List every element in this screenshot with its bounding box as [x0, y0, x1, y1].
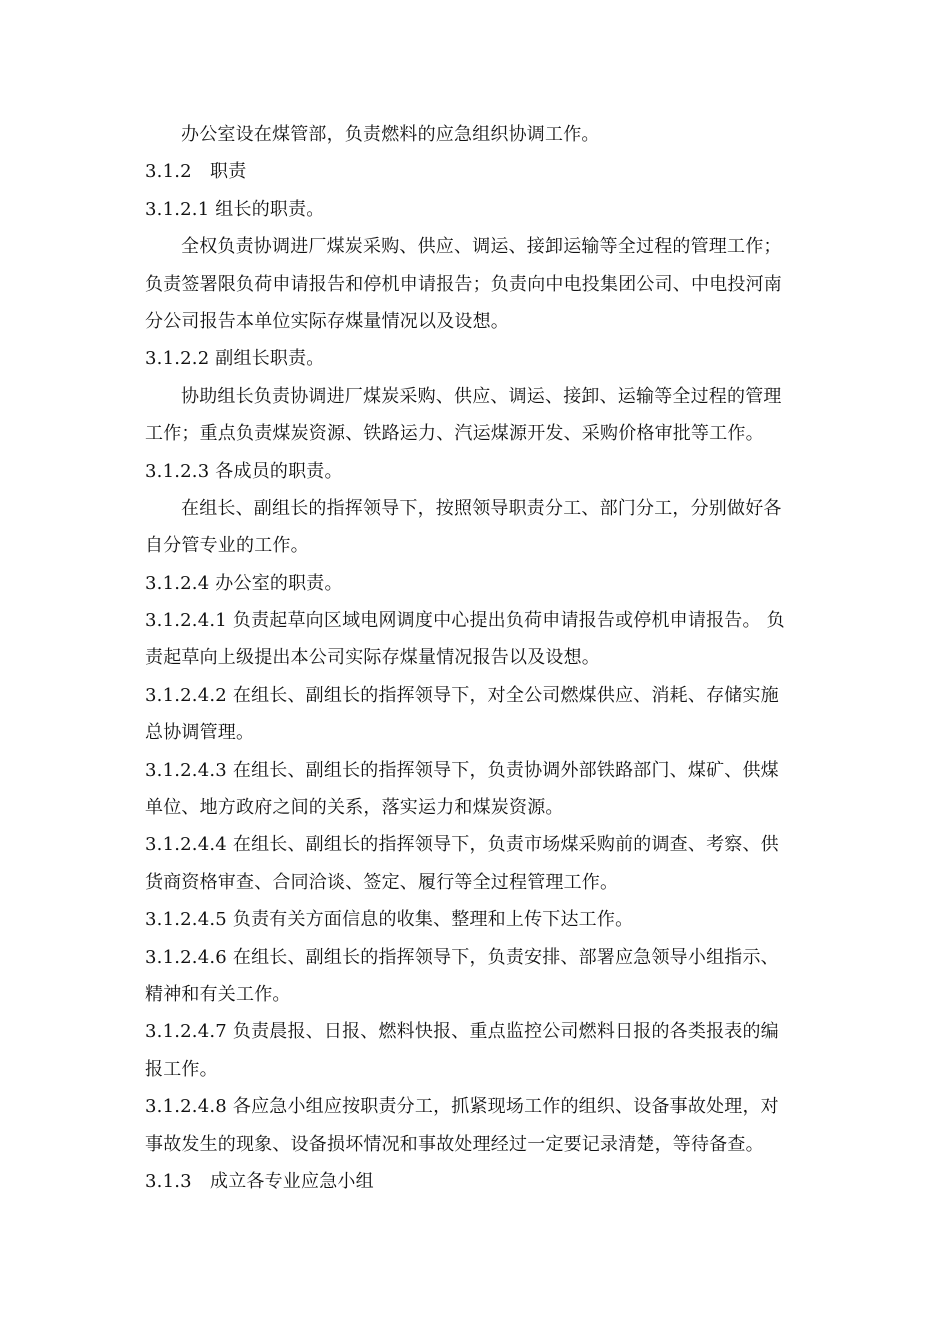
list-item-line: 3.1.2.4.8 各应急小组应按职责分工，抓紧现场工作的组织、设备事故处理，对: [145, 1096, 779, 1118]
subsection-heading: 3.1.2.2 副组长职责。: [145, 348, 325, 370]
list-item-line: 精神和有关工作。: [145, 983, 291, 1005]
list-item-line: 责起草向上级提出本公司实际存煤量情况报告以及设想。: [145, 647, 600, 669]
paragraph-line: 全权负责协调进厂煤炭采购、供应、调运、接卸运输等全过程的管理工作；: [181, 236, 782, 258]
paragraph-line: 工作；重点负责煤炭资源、铁路运力、汽运煤源开发、采购价格审批等工作。: [145, 423, 764, 445]
document-body: [145, 116, 813, 1200]
subsection-heading: 3.1.2.1 组长的职责。: [145, 198, 325, 220]
list-item-line: 3.1.2.4.3 在组长、副组长的指挥领导下，负责协调外部铁路部门、煤矿、供煤: [145, 759, 779, 781]
list-item-line: 报工作。: [145, 1058, 218, 1080]
list-item-line: 事故发生的现象、设备损坏情况和事故处理经过一定要记录清楚，等待备查。: [145, 1133, 764, 1155]
section-heading: 3.1.3 成立各专业应急小组: [145, 1170, 374, 1192]
list-item-line: 3.1.2.4.6 在组长、副组长的指挥领导下，负责安排、部署应急领导小组指示、: [145, 946, 779, 968]
paragraph-line: 自分管专业的工作。: [145, 535, 309, 557]
list-item-line: 总协调管理。: [145, 722, 255, 744]
paragraph-line: 分公司报告本单位实际存煤量情况以及设想。: [145, 310, 509, 332]
list-item-line: 3.1.2.4.4 在组长、副组长的指挥领导下，负责市场煤采购前的调查、考察、供: [145, 834, 779, 856]
list-item-line: 3.1.2.4.5 负责有关方面信息的收集、整理和上传下达工作。: [145, 909, 634, 931]
paragraph-line: 在组长、副组长的指挥领导下，按照领导职责分工、部门分工，分别做好各: [181, 497, 782, 519]
list-item-line: 3.1.2.4.1 负责起草向区域电网调度中心提出负荷申请报告或停机申请报告。 负: [145, 610, 785, 632]
list-item-line: 货商资格审查、合同洽谈、签定、履行等全过程管理工作。: [145, 871, 619, 893]
list-item-line: 单位、地方政府之间的关系，落实运力和煤炭资源。: [145, 797, 564, 819]
subsection-heading: 3.1.2.4 办公室的职责。: [145, 572, 343, 594]
subsection-heading: 3.1.2.3 各成员的职责。: [145, 460, 343, 482]
paragraph-line: 协助组长负责协调进厂煤炭采购、供应、调运、接卸、运输等全过程的管理: [181, 385, 782, 407]
paragraph-line: 负责签署限负荷申请报告和停机申请报告；负责向中电投集团公司、中电投河南: [145, 273, 782, 295]
list-item-line: 3.1.2.4.2 在组长、副组长的指挥领导下，对全公司燃煤供应、消耗、存储实施: [145, 684, 779, 706]
section-heading: 3.1.2 职责: [145, 161, 247, 183]
list-item-line: 3.1.2.4.7 负责晨报、日报、燃料快报、重点监控公司燃料日报的各类报表的编: [145, 1021, 779, 1043]
paragraph-line: 办公室设在煤管部，负责燃料的应急组织协调工作。: [181, 124, 600, 145]
